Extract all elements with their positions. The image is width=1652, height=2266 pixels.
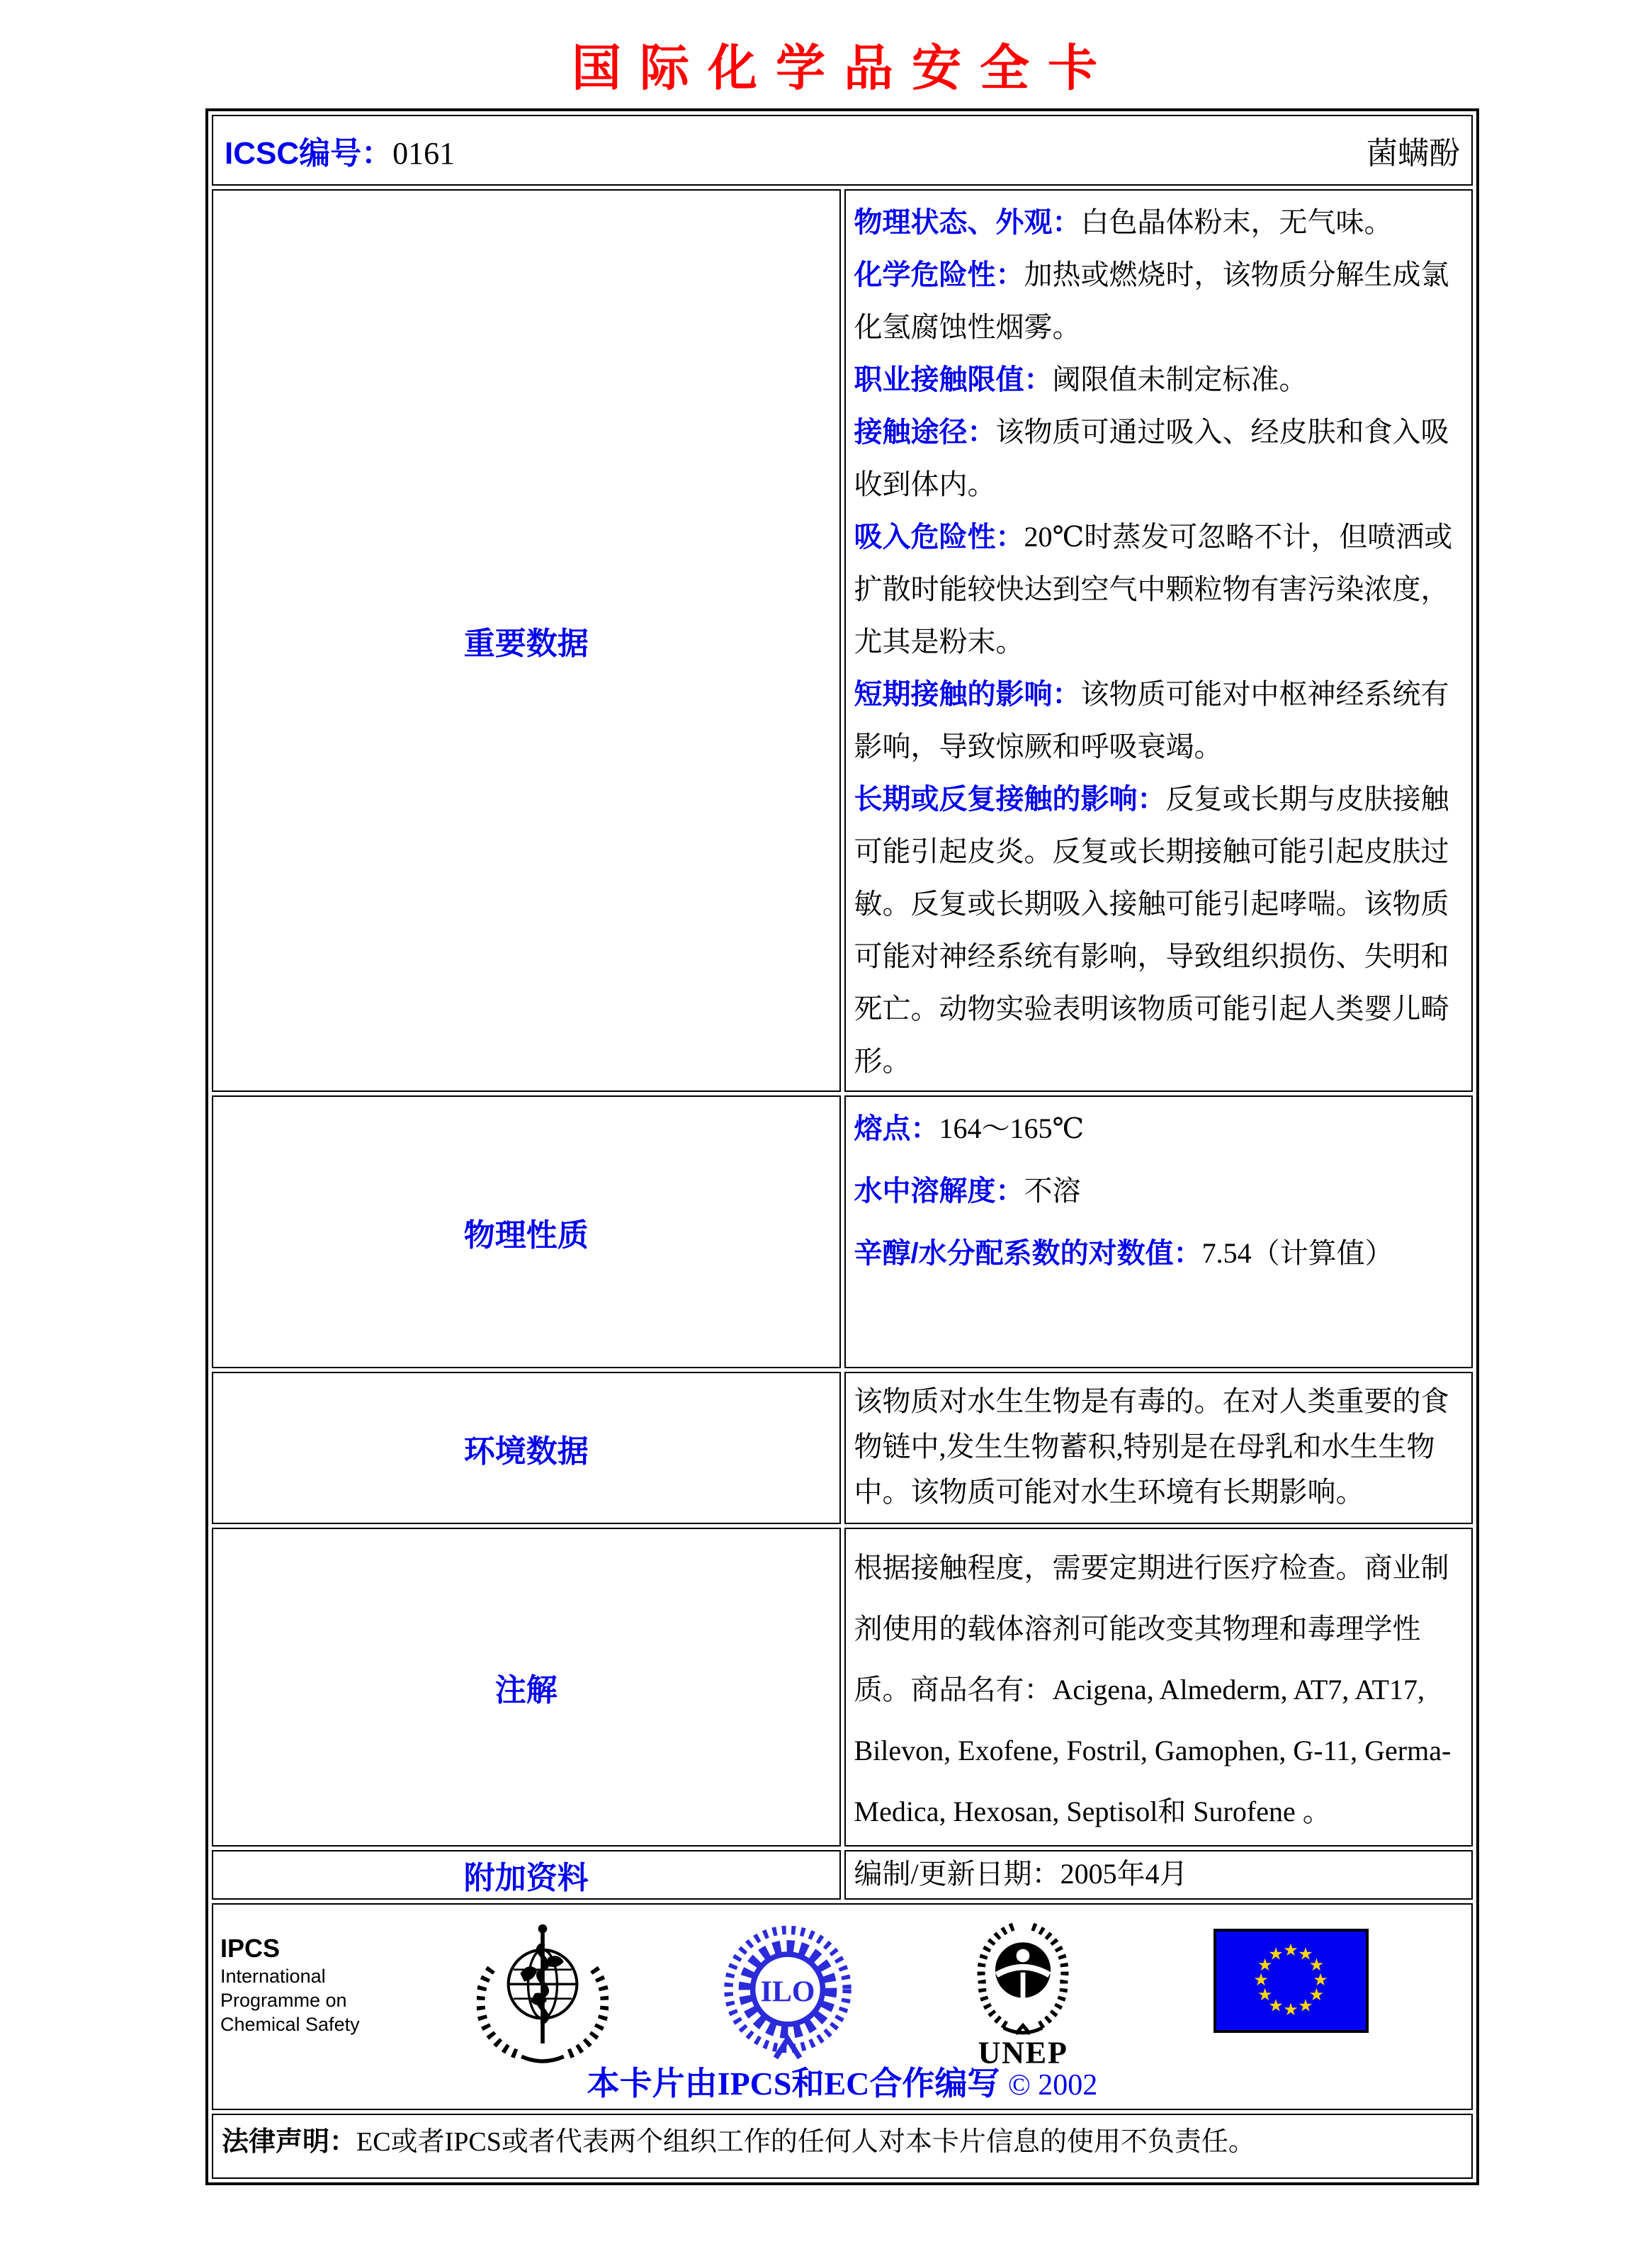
field-key: 化学危险性： [854,259,1024,291]
section-physical-properties [212,1095,1473,1368]
field-key: 吸入危险性： [854,522,1024,553]
legal-cell [212,2114,1473,2179]
field-text: 该物质可能对中枢神经系统有影响，导致惊厥和呼吸衰竭。 [854,678,1449,762]
section-content-additional-info [844,1850,1473,1900]
environmental-text: 该物质对水生生物是有毒的。在对人类重要的食物链中,发生生物蓄积,特别是在母乳和水生生物中。该物质可能对水生环境有长期影响。 [854,1385,1449,1508]
ipcs-acronym: IPCS [220,1934,281,1963]
field-log-pow [854,1227,1464,1280]
field-text: 阈限值未制定标准。 [1052,363,1308,395]
ipcs-line: International [220,1966,326,1987]
eu-star-icon: ★ [1257,1956,1273,1975]
eu-star-icon: ★ [1313,1971,1328,1990]
section-notes [212,1528,1473,1847]
field-exposure-routes [854,406,1464,511]
ipcs-text-block [220,1933,360,2036]
field-text: 7.54（计算值） [1201,1237,1393,1269]
caption-text: 本卡片由IPCS和EC合作编写 [587,2065,1000,2102]
field-melting-point [854,1103,1464,1155]
field-text: 不溶 [1024,1175,1081,1207]
eu-star-icon: ★ [1268,1997,1284,2016]
field-key: 长期或反复接触的影响： [854,784,1166,815]
cooperation-caption [213,2058,1471,2104]
notes-text: 根据接触程度，需要定期进行医疗检查。商业制剂使用的载体溶剂可能改变其物理和毒理学性质。商品名有：Acigena, Almederm, AT7, AT17, Bilevon, Exofene, Fostril, Gamophen, G-11, Germa-Medica, Hexosan, Septisol和 Surofene 。 [854,1552,1452,1827]
field-key: 接触途径： [854,417,996,448]
eu-star-icon: ★ [1298,1997,1313,2016]
ipcs-line: Chemical Safety [220,2014,360,2035]
eu-star-icon: ★ [1308,1956,1325,1975]
field-key: 职业接触限值： [854,364,1053,395]
field-long-term-effects [854,773,1464,1088]
field-text: 加热或燃烧时，该物质分解生成氯化氢腐蚀性烟雾。 [854,259,1449,343]
field-text: 该物质可通过吸入、经皮肤和食入吸收到体内。 [854,416,1449,500]
logos-row [212,1903,1473,2110]
section-additional-info [212,1850,1473,1900]
field-key: 熔点： [854,1113,939,1144]
eu-star-icon: ★ [1257,1986,1273,2005]
field-water-solubility [854,1165,1464,1217]
field-key: 物理状态、外观： [854,207,1081,238]
field-text: 白色晶体粉末，无气味。 [1080,206,1393,238]
section-content-physical-properties [844,1095,1473,1368]
field-text: 反复或长期与皮肤接触可能引起皮炎。反复或长期接触可能引起皮肤过敏。反复或长期吸入接触可能引起哮喘。该物质可能对神经系统有影响，导致组织损伤、失明和死亡。动物实验表明该物质可能引起人类婴儿畸形。 [854,783,1449,1077]
ilo-logo-icon [720,1924,855,2066]
header-cell [212,115,1473,186]
header-row [212,115,1473,186]
chemical-name: 菌螨酚 [1367,136,1460,171]
section-content-notes [844,1528,1473,1847]
section-important-data [212,189,1473,1092]
field-text: 20℃时蒸发可忽略不计，但喷洒或扩散时能较快达到空气中颗粒物有害污染浓度，尤其是粉末。 [854,521,1453,658]
section-environmental-data [212,1372,1473,1524]
field-physical-state [854,196,1464,249]
eu-star-icon: ★ [1283,2001,1299,2019]
legal-text: EC或者IPCS或者代表两个组织工作的任何人对本卡片信息的使用不负责任。 [356,2127,1255,2157]
unep-logo-text: UNEP [978,2035,1068,2069]
section-label-physical-properties: 物理性质 [212,1095,841,1368]
field-chemical-danger [854,249,1464,354]
section-content-environmental-data [844,1372,1473,1524]
ipcs-line: Programme on [220,1990,347,2011]
field-text: 164～165℃ [939,1112,1085,1144]
eu-flag-icon [1213,1929,1369,2033]
icsc-table [205,108,1479,2185]
page-title: 国际化学品安全卡 [572,42,1116,96]
field-key: 辛醇/水分配系数的对数值： [854,1238,1202,1269]
field-short-term-effects [854,668,1464,773]
icsc-number-label: ICSC编号： [225,136,393,171]
eu-star-icon: ★ [1268,1945,1284,1964]
logos-cell [212,1903,1473,2110]
section-content-important-data [844,189,1473,1092]
field-inhalation-risk [854,511,1464,668]
eu-star-icon: ★ [1308,1986,1325,2005]
logo-row [213,1905,1471,2109]
who-logo-icon [477,1916,609,2075]
eu-star-icon: ★ [1298,1945,1313,1964]
legal-label: 法律声明： [222,2127,357,2157]
field-key: 水中溶解度： [854,1176,1024,1207]
ilo-logo-text: ILO [760,1975,815,2009]
section-label-notes: 注解 [212,1528,841,1847]
section-label-environmental-data: 环境数据 [212,1372,841,1524]
unep-logo-icon [963,1915,1083,2069]
eu-star-icon: ★ [1253,1971,1269,1990]
icsc-number-value: 0161 [392,136,456,171]
field-occupational-limit [854,354,1464,406]
eu-star-icon: ★ [1283,1941,1299,1960]
section-label-additional-info: 附加资料 [212,1850,841,1900]
legal-row [212,2114,1473,2179]
copyright-text: © 2002 [1007,2069,1098,2102]
update-date-text: 编制/更新日期：2005年4月 [854,1858,1188,1890]
field-key: 短期接触的影响： [854,679,1081,710]
section-label-important-data: 重要数据 [212,189,841,1092]
